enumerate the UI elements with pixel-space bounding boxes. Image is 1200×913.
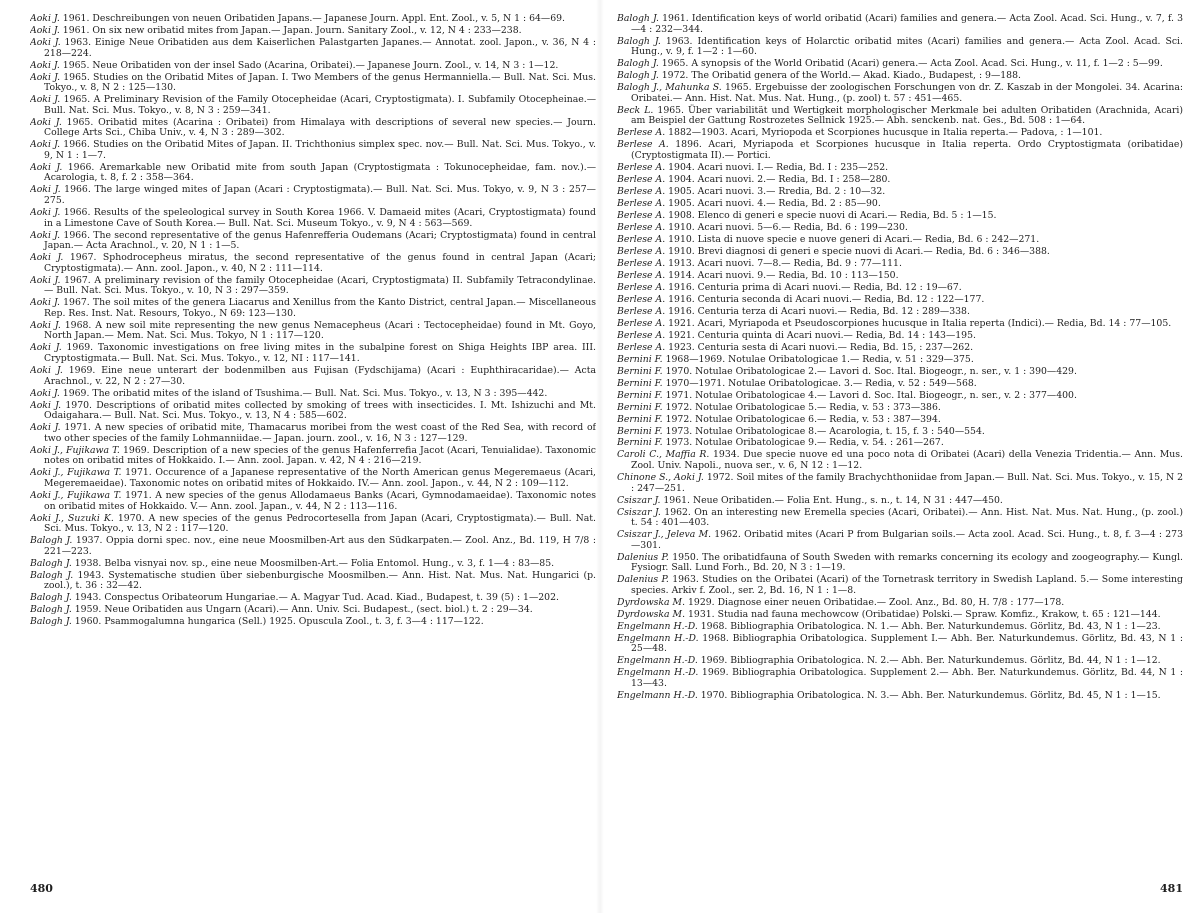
bibliography-entry: [30, 26, 596, 37]
entry-citation: 1966. Studies on the Oribatid Mites of Japan. II. Trichthonius simplex spec. nov.— Bull. Nat. Sci. Mus. Tokyo., v. 9, N 1 : 1—7.: [44, 139, 596, 161]
entry-author: Aoki J.: [30, 59, 60, 71]
entry-author: Balogh J.: [617, 58, 659, 70]
bibliography-entry: [617, 271, 1183, 282]
entry-author: Berlese A.: [617, 281, 666, 293]
entry-author: Bernini F.: [617, 437, 663, 449]
entry-author: Berlese A.: [617, 127, 666, 139]
bibliography-entry: [617, 355, 1183, 366]
entry-author: Balogh J.: [617, 70, 659, 82]
entry-citation: 1968—1969. Notulae Oribatologicae 1.— Redia, v. 51 : 329—375.: [662, 353, 974, 365]
bibliography-entry: [30, 401, 596, 422]
entry-citation: 1962. On an interesting new Eremella species (Acari, Oribatei).— Ann. Hist. Nat. Mus. Nat. Hung., (p. zool.) t. 54 : 401—403.: [631, 506, 1183, 529]
entry-author: Berlese A.: [617, 329, 666, 341]
entry-author: Aoki J.: [30, 297, 61, 309]
entry-author: Balogh J.: [30, 569, 74, 581]
bibliography-entry: [30, 140, 596, 161]
entry-citation: 1908. Elenco di generi e specie nuovi di Acari.— Redia, Bd. 5 : 1—15.: [665, 209, 997, 221]
entry-citation: 1963. Identification keys of Holarctic oribatid mites (Acari) families and genera.— Acta Zool. Acad. Sci. Hung., v. 9, f. 1—2 : 1—60.: [631, 35, 1183, 58]
entry-citation: 1965. Oribatid mites (Acarina : Oribatei) from Himalaya with descriptions of several new species.— Journ. College Arts Sci., Chiba Univ., v. 4, N 3 : 289—302.: [44, 116, 596, 139]
entry-citation: 1961. On six new oribatid mites from Japan.— Japan. Journ. Sanitary Zool., v. 12, N 4 : 233—238.: [59, 24, 522, 36]
bibliography-entry: [30, 593, 596, 604]
bibliography-entry: [617, 295, 1183, 306]
entry-author: Bernini F.: [617, 353, 663, 365]
entry-citation: 1938. Belba visnyai nov. sp., eine neue Moosmilben-Art.— Folia Entomol. Hung., v. 3, f. 1—4 : 83—85.: [71, 557, 555, 569]
entry-citation: 1970—1971. Notulae Oribatologicae. 3.— Redia, v. 52 : 549—568.: [662, 377, 977, 389]
entry-citation: 1950. The oribatidfauna of South Sweden with remarks concerning its ecology and zoogeography.— Kungl. Fysiogr. Sall. Lund Forh., Bd. 20, N 3 : 1—19.: [631, 551, 1183, 574]
bibliography-entry: [30, 208, 596, 229]
bibliography-entry: [30, 446, 596, 467]
entry-citation: 1934. Due specie nuove ed una poco nota di Oribatei (Acari) della Venezia Tridentia.— Ann. Mus. Zool. Univ. Napoli., nuova ser., v. 6, N 12 : 1—12.: [631, 449, 1183, 472]
bibliography-entry: [30, 468, 596, 489]
entry-author: Balogh J.: [30, 604, 72, 616]
entry-author: Dyrdowska M.: [617, 608, 686, 620]
entry-citation: 1960. Psammogalumna hungarica (Sell.) 1925. Opuscula Zool., t. 3, f. 3—4 : 117—122.: [71, 616, 484, 628]
entry-author: Berlese A.: [617, 185, 666, 197]
entry-citation: 1882—1903. Acari, Myriopoda et Scorpiones hucusque in Italia reperta.— Padova, : 1—101.: [665, 127, 1103, 139]
entry-citation: 1961. Identification keys of world oribatid (Acari) families and genera.— Acta Zool. Acad. Sci. Hung., v. 7, f. 3—4 : 232—344.: [631, 14, 1183, 35]
entry-citation: 1905. Acari nuovi. 3.— Rredia, Bd. 2 : 10—32.: [665, 185, 886, 197]
entry-citation: 1968. A new soil mite representing the new genus Nemacepheus (Acari : Tectocepheidae) found in Mt. Goyo, North Japan.— Mem. Nat. Sci. Mus. Tokyo, N 1 : 117—120.: [44, 319, 596, 342]
bibliography-entry: [617, 307, 1183, 318]
entry-citation: 1972. Notulae Oribatologicae 6.— Redia, v. 53 : 387—394.: [662, 413, 941, 425]
entry-citation: 1967. A preliminary revision of the family Otocepheidae (Acari, Cryptostigmata) II. Subfamily Tetracondylinae.— Bull. Nat. Sci. Mus. Tokyo., v. 10, N 3 : 297—359.: [44, 274, 596, 297]
entry-citation: 1968. Bibliographia Oribatologica. Supplement I.— Abh. Ber. Naturkundemus. Görlitz, Bd. 43, N 1 : 25—48.: [631, 632, 1183, 655]
bibliography-entry: [617, 199, 1183, 210]
bibliography-entry: [30, 118, 596, 139]
entry-citation: 1969. Bibliographia Oribatologica. Supplement 2.— Abh. Ber. Naturkundemus. Görlitz, Bd. 44, N 1 : 13—43.: [631, 667, 1183, 690]
bibliography-entry: [617, 247, 1183, 258]
entry-citation: 1943. Systematische studien über siebenburgische Moosmilben.— Ann. Hist. Nat. Mus. Nat. Hungarici (p. zool.), t. 36 : 32—42.: [44, 569, 596, 592]
bibliography-entry: [30, 605, 596, 616]
entry-citation: 1962. Oribatid mites (Acari P from Bulgarian soils.— Acta zool. Acad. Sci. Hung., t. 8, f. 3—4 : 273—301.: [631, 529, 1183, 551]
entry-author: Aoki J.: [30, 319, 61, 331]
right-page: [617, 14, 1183, 899]
entry-author: Balogh J.: [30, 592, 72, 604]
entry-author: Aoki J.: [30, 365, 63, 377]
bibliography-entry: [30, 366, 596, 387]
entry-author: Aoki J., Suzuki K.: [30, 512, 114, 524]
entry-author: Aoki J., Fujikawa T.: [30, 467, 122, 479]
entry-author: Aoki J.: [30, 139, 61, 151]
entry-author: Berlese A.: [617, 269, 666, 281]
entry-citation: 1973. Notulae Oribatologicae 8.— Acarologia, t. 15, f. 3 : 540—554.: [662, 425, 985, 437]
bibliography-entry: [617, 331, 1183, 342]
entry-author: Balogh J.: [617, 14, 659, 24]
entry-citation: 1965. A synopsis of the World Oribatid (Acari) genera.— Acta Zool. Acad. Sci. Hung., v. 11, f. 1—2 : 5—99.: [658, 58, 1163, 70]
bibliography-entry: [30, 95, 596, 116]
bibliography-entry: [30, 253, 596, 274]
entry-citation: 1931. Studia nad fauna mechowcow (Oribatidae) Polski.— Spraw. Komfiz., Krakow, t. 65 : 121—144.: [685, 608, 1161, 620]
entry-author: Balogh J., Mahunka S.: [617, 82, 722, 94]
bibliography-entry: [617, 508, 1183, 529]
entry-author: Dyrdowska M.: [617, 596, 686, 608]
entry-citation: 1972. The Oribatid genera of the World.— Akad. Kiado., Budapest, : 9—188.: [658, 70, 1021, 82]
bibliography-entry: [617, 427, 1183, 438]
entry-author: Balogh J.: [617, 35, 661, 47]
entry-citation: 1896. Acari, Myriapoda et Scorpiones hucusque in Italia reperta. Ordo Cryptostigmata (oribatidae) (Cryptostigmata II).— Portici.: [631, 139, 1183, 161]
entry-author: Aoki J.: [30, 399, 62, 411]
entry-author: Berlese A.: [617, 305, 666, 317]
entry-author: Bernini F.: [617, 377, 663, 389]
entry-citation: 1943. Conspectus Oribateorum Hungariae.— A. Magyar Tud. Acad. Kiad., Budapest, t. 39 (5) : 1—202.: [71, 592, 559, 604]
bibliography-entry: [617, 668, 1183, 689]
entry-citation: 1967. Sphodrocepheus miratus, the second representative of the genus found in central Japan (Acari; Cryptostigmata).— Ann. zool. Japon., v. 40, N 2 : 111—114.: [44, 252, 596, 274]
bibliography-entry: [617, 128, 1183, 139]
entry-citation: 1910. Lista di nuove specie e nuove generi di Acari.— Redia, Bd. 6 : 242—271.: [665, 233, 1040, 245]
bibliography-entry: [617, 211, 1183, 222]
entry-author: Berlese A.: [617, 317, 666, 329]
bibliography-entry: [30, 343, 596, 364]
bibliography-entry: [617, 367, 1183, 378]
entry-citation: 1971. A new species of oribatid mite, Thamacarus moribei from the west coast of the Red Sea, with record of two other species of the family Lohmanniidae.— Japan. journ. zool., v. 16, N 3 : 127—129.: [44, 422, 596, 444]
bibliography-entry: [617, 14, 1183, 35]
entry-citation: 1963. Studies on the Oribatei (Acari) of the Tornetrask territory in Swedish Lapland. 5.— Some interesting species. Arkiv f. Zool., ser. 2, Bd. 16, N 1 : 1—8.: [631, 574, 1183, 596]
bibliography-entry: [617, 140, 1183, 161]
bibliography-entry: [30, 38, 596, 59]
entry-author: Aoki J.: [30, 229, 61, 241]
entry-author: Aoki J.: [30, 342, 62, 354]
entry-author: Bernini F.: [617, 401, 663, 413]
bibliography-entry: [617, 622, 1183, 633]
entry-citation: 1963. Einige Neue Oribatiden aus dem Kaiserlichen Palastgarten Japanes.— Annotat. zool. Japon., v. 36, N 4 : 218—224.: [44, 36, 596, 59]
entry-citation: 1969. Bibliographia Oribatologica. N. 2.— Abh. Ber. Naturkundemus. Görlitz, Bd. 44, N 1 : 1—12.: [697, 655, 1161, 667]
entry-citation: 1937. Oppia dorni spec. nov., eine neue Moosmilben-Art aus den Südkarpaten.— Zool. Anz., Bd. 119, H 7/8 : 221—223.: [44, 535, 596, 557]
entry-citation: 1921. Acari, Myriapoda et Pseudoscorpiones hucusque in Italia reperta (Indici).— Redia, Bd. 14 : 77—105.: [665, 317, 1172, 329]
entry-author: Berlese A.: [617, 221, 666, 233]
entry-author: Aoki J.: [30, 71, 61, 83]
bibliography-entry: [617, 450, 1183, 471]
entry-citation: 1971. Notulae Oribatologicae 4.— Lavori d. Soc. Ital. Biogeogr., n. ser., v. 2 : 377—400.: [662, 389, 1077, 401]
entry-author: Aoki J.: [30, 207, 61, 218]
bibliography-entry: [30, 298, 596, 319]
entry-citation: 1969. Description of a new species of the genus Hafenferrefia Jacot (Acari, Tenuialidae). Taxonomic notes on oribatid mites of Hokkaido. I.— Ann. zool. Japan. v. 42, N 4 : 216—219.: [44, 444, 596, 467]
bibliography-entry: [617, 473, 1183, 494]
entry-citation: 1910. Acari nuovi. 5—6.— Redia, Bd. 6 : 199—230.: [665, 221, 908, 233]
entry-author: Aoki J.: [30, 161, 63, 173]
entry-citation: 1970. Bibliographia Oribatologica. N. 3.— Abh. Ber. Naturkundemus. Görlitz, Bd. 45, N 1 : 1—15.: [697, 690, 1161, 702]
bibliography-entry: [617, 83, 1183, 104]
entry-author: Aoki J.: [30, 24, 60, 36]
bibliography-entry: [617, 575, 1183, 596]
entry-citation: 1966. Results of the speleological survey in South Korea 1966. V. Damaeid mites (Acari, Cryptostigmata) found in a Limestone Cave of South Korea.— Bull. Nat. Sci. Museum Tokyo., v. 9, N 4 : 563—569.: [44, 207, 596, 229]
entry-citation: 1961. Deschreibungen von neuen Oribatiden Japans.— Japanese Journ. Appl. Ent. Zool., v. 5, N 1 : 64—69.: [59, 14, 566, 24]
bibliography-entry: [30, 231, 596, 252]
entry-author: Bernini F.: [617, 389, 663, 401]
entry-citation: 1965. A Preliminary Revision of the Family Otocepheidae (Acari, Cryptostigmata). I. Subfamily Otocepheinae.— Bull. Nat. Sci. Mus. Tokyo., v. 8, N 3 : 259—341.: [44, 94, 596, 116]
entry-citation: 1973. Notulae Oribatologicae 9.— Redia, v. 54. : 261—267.: [662, 437, 944, 449]
entry-author: Berlese A.: [617, 245, 666, 257]
entry-citation: 1916. Centuria prima di Acari nuovi.— Redia, Bd. 12 : 19—67.: [665, 281, 962, 293]
entry-author: Bernini F.: [617, 365, 663, 377]
bibliography-entry: [617, 415, 1183, 426]
entry-citation: 1929. Diagnose einer neuen Oribatidae.— Zool. Anz., Bd. 80, H. 7/8 : 177—178.: [685, 596, 1065, 608]
entry-author: Aoki J.: [30, 36, 61, 48]
entry-author: Berlese A.: [617, 233, 666, 245]
entry-citation: 1966. The large winged mites of Japan (Acari : Cryptostigmata).— Bull. Nat. Sci. Mus. Tokyo, v. 9, N 3 : 257—275.: [44, 184, 596, 207]
entry-citation: 1968. Bibliographia Oribatologica. N. 1.— Abh. Ber. Naturkundemus. Görlitz, Bd. 43, N 1 : 1—23.: [697, 620, 1161, 632]
right-page-number: 481: [1160, 882, 1183, 895]
entry-author: Engelmann H.-D.: [617, 655, 698, 667]
bibliography-entry: [617, 163, 1183, 174]
left-page: [30, 14, 596, 899]
right-bibliography-list: [617, 14, 1183, 702]
entry-author: Balogh J.: [30, 616, 72, 628]
entry-author: Chinone S., Aoki J.: [617, 472, 704, 484]
entry-author: Berlese A.: [617, 161, 666, 173]
entry-author: Engelmann H.-D.: [617, 667, 699, 679]
entry-citation: 1959. Neue Oribatiden aus Ungarn (Acari).— Ann. Univ. Sci. Budapest., (sect. biol.) t. 2 : 29—34.: [71, 604, 533, 616]
bibliography-entry: [30, 536, 596, 557]
entry-author: Aoki J.: [30, 252, 64, 264]
entry-citation: 1969. Taxonomic investigations on free living mites in the subalpine forest on Shiga Heights IBP area. III. Cryptostigmata.— Bull. Nat. Sci. Mus. Tokyo., v. 12, NI : 117—141.: [44, 342, 596, 365]
entry-citation: 1965. Über variabilität und Wertigkeit morphologischer Merkmale bei adulten Oribatiden (Arachnida, Acari) am Beispiel der Gattung Rostrozetes Sellnick 1925.— Abh. senckenb. nat. Ges., Bd. 508 : 1—64.: [631, 104, 1183, 127]
bibliography-entry: [617, 530, 1183, 551]
bibliography-entry: [30, 571, 596, 592]
left-page-number: 480: [30, 882, 53, 895]
entry-author: Berlese A.: [617, 341, 666, 353]
bibliography-entry: [617, 106, 1183, 127]
entry-author: Aoki J.: [30, 14, 60, 24]
bibliography-entry: [617, 235, 1183, 246]
entry-author: Berlese A.: [617, 209, 666, 221]
entry-author: Aoki J.: [30, 116, 62, 128]
left-bibliography-list: [30, 14, 596, 628]
bibliography-entry: [617, 37, 1183, 58]
entry-author: Bernini F.: [617, 425, 663, 437]
bibliography-entry: [30, 321, 596, 342]
entry-author: Beck L.: [617, 104, 654, 116]
bibliography-entry: [617, 259, 1183, 270]
entry-author: Csiszar J.: [617, 494, 661, 506]
entry-author: Aoki J., Fujikawa T.: [30, 444, 120, 456]
entry-citation: 1970. Descriptions of oribatid mites collected by smoking of trees with insecticides. I. Mt. Ishizuchi and Mt. Odaigahara.— Bull. Nat. Sci. Mus. Tokyo., v. 13, N 4 : 585—602.: [44, 399, 596, 422]
entry-author: Engelmann H.-D.: [617, 690, 698, 702]
entry-citation: 1965. Ergebuisse der zoologischen Forschungen von dr. Z. Kaszab in der Mongolei. 34. Acarina: Oribatei.— Ann. Hist. Nat. Mus. Nat. Hung., (p. zool) t. 57 : 451—465.: [631, 82, 1183, 104]
bibliography-entry: [617, 59, 1183, 70]
entry-author: Aoki J.: [30, 184, 61, 196]
bibliography-entry: [30, 163, 596, 184]
entry-author: Aoki J., Fujikawa T.: [30, 489, 122, 501]
bibliography-entry: [617, 598, 1183, 609]
entry-author: Caroli C., Maffia R.: [617, 449, 710, 461]
entry-citation: 1916. Centuria terza di Acari nuovi.— Redia, Bd. 12 : 289—338.: [665, 305, 970, 317]
entry-citation: 1971. Occurence of a Japanese representative of the North American genus Megeremaeus (Acari, Megeremaeidae). Taxonomic notes on oribatid mites of Hokkaido. IV.— Ann. zool. Japon., v. 44, N 2 : 109—112.: [44, 467, 596, 489]
entry-author: Berlese A.: [617, 173, 666, 185]
entry-citation: 1904. Acari nuovi. 2.— Redia, Bd. I : 258—280.: [665, 173, 891, 185]
bibliography-entry: [30, 514, 596, 535]
entry-citation: 1970. A new species of the genus Pedrocortesella from Japan (Acari, Cryptostigmata).— Bull. Nat. Sci. Mus. Tokyo., v. 13, N 2 : 117—120.: [44, 512, 596, 535]
bibliography-entry: [617, 691, 1183, 702]
bibliography-entry: [617, 175, 1183, 186]
entry-citation: 1916. Centuria seconda di Acari nuovi.— Redia, Bd. 12 : 122—177.: [665, 293, 985, 305]
bibliography-entry: [617, 634, 1183, 655]
bibliography-entry: [617, 343, 1183, 354]
bibliography-entry: [617, 71, 1183, 82]
bibliography-entry: [30, 73, 596, 94]
entry-author: Balogh J.: [30, 535, 73, 547]
entry-citation: 1961. Neue Oribatiden.— Folia Ent. Hung., s. n., t. 14, N 31 : 447—450.: [660, 494, 1003, 506]
entry-citation: 1966. The second representative of the genus Hafenrefferia Oudemans (Acari; Cryptostigmata) found in central Japan.— Acta Arachnol., v. 20, N 1 : 1—5.: [44, 229, 596, 252]
entry-author: Berlese A.: [617, 293, 666, 305]
entry-author: Bernini F.: [617, 413, 663, 425]
entry-author: Dalenius P.: [617, 551, 669, 563]
entry-citation: 1969. Eine neue unterart der bodenmilben aus Fujisan (Fydschijama) (Acari : Euphthiracaridae).— Acta Arachnol., v. 22, N 2 : 27—30.: [44, 365, 596, 387]
bibliography-entry: [617, 610, 1183, 621]
entry-author: Dalenius P.: [617, 574, 669, 586]
bibliography-entry: [30, 559, 596, 570]
entry-author: Aoki J.: [30, 387, 60, 399]
entry-citation: 1913. Acari nuovi. 7—8.— Redia, Bd. 9 : 77—111.: [665, 257, 902, 269]
entry-citation: 1914. Acari nuovi. 9.— Redia, Bd. 10 : 113—150.: [665, 269, 899, 281]
entry-citation: 1970. Notulae Oribatologicae 2.— Lavori d. Soc. Ital. Biogeogr., n. ser., v. 1 : 390—429.: [662, 365, 1077, 377]
bibliography-entry: [617, 391, 1183, 402]
bibliography-entry: [30, 276, 596, 297]
bibliography-entry: [617, 438, 1183, 449]
entry-author: Berlese A.: [617, 257, 666, 269]
bibliography-entry: [617, 496, 1183, 507]
entry-author: Aoki J.: [30, 94, 61, 106]
entry-citation: 1965. Studies on the Oribatid Mites of Japan. I. Two Members of the genus Hermanniella.— Bull. Nat. Sci. Mus. Tokyo., v. 8, N 2 : 125—130.: [44, 71, 596, 94]
bibliography-entry: [617, 379, 1183, 390]
entry-citation: 1969. The oribatid mites of the island of Tsushima.— Bull. Nat. Sci. Mus. Tokyo., v. 13, N 3 : 395—442.: [59, 387, 548, 399]
entry-citation: 1967. The soil mites of the genera Liacarus and Xenillus from the Kanto District, central Japan.— Miscellaneous Rep. Res. Inst. Nat. Resours, Tokyo., N 69: 123—130.: [44, 297, 596, 319]
entry-author: Berlese A.: [617, 197, 666, 209]
bibliography-entry: [617, 403, 1183, 414]
bibliography-entry: [30, 61, 596, 72]
bibliography-entry: [30, 185, 596, 206]
bibliography-entry: [30, 491, 596, 512]
entry-citation: 1923. Centuria sesta di Acari nuovi.— Redia, Bd. 15, : 237—262.: [665, 341, 974, 353]
bibliography-entry: [617, 187, 1183, 198]
bibliography-entry: [617, 283, 1183, 294]
bibliography-entry: [30, 617, 596, 628]
entry-author: Csiszar J., Jeleva M.: [617, 529, 712, 541]
book-gutter: [596, 0, 604, 913]
entry-author: Engelmann H.-D.: [617, 632, 699, 644]
bibliography-entry: [30, 389, 596, 400]
bibliography-entry: [617, 553, 1183, 574]
entry-citation: 1904. Acari nuovi. I.— Redia, Bd. I : 235—252.: [665, 161, 889, 173]
bibliography-entry: [617, 223, 1183, 234]
entry-author: Balogh J.: [30, 557, 72, 569]
entry-citation: 1972. Soil mites of the family Brachychthoniidae from Japan.— Bull. Nat. Sci. Mus. Tokyo., v. 15, N 2 : 247—251.: [631, 472, 1183, 494]
bibliography-entry: [30, 423, 596, 444]
bibliography-entry: [617, 319, 1183, 330]
bibliography-entry: [617, 656, 1183, 667]
bibliography-entry: [30, 14, 596, 25]
entry-author: Aoki J.: [30, 422, 61, 434]
entry-citation: 1910. Brevi diagnosi di generi e specie nuovi di Acari.— Redia, Bd. 6 : 346—388.: [665, 245, 1050, 257]
entry-citation: 1965. Neue Oribatiden von der insel Sado (Acarina, Oribatei).— Japanese Journ. Zool., v. 14, N 3 : 1—12.: [59, 59, 559, 71]
entry-citation: 1921. Centuria quinta di Acari nuovi.— Redia, Bd. 14 : 143—195.: [665, 329, 976, 341]
entry-citation: 1971. A new species of the genus Allodamaeus Banks (Acari, Gymnodamaeidae). Taxonomic notes on oribatid mites of Hokkaido. V.— Ann. zool. Japan., v. 44, N 2 : 113—116.: [44, 489, 596, 512]
entry-author: Berlese A.: [617, 139, 669, 151]
entry-citation: 1972. Notulae Oribatologicae 5.— Redia, v. 53 : 373—386.: [662, 401, 941, 413]
entry-author: Aoki J.: [30, 274, 61, 286]
entry-author: Engelmann H.-D.: [617, 620, 698, 632]
entry-citation: 1966. Aremarkable new Oribatid mite from south Japan (Cryptostigmata : Tokunocepheidae, fam. nov.).— Acarologia, t. 8, f. 2 : 358—364.: [44, 161, 596, 184]
entry-citation: 1905. Acari nuovi. 4.— Redia, Bd. 2 : 85—90.: [665, 197, 881, 209]
entry-author: Csiszar J.: [617, 506, 661, 518]
